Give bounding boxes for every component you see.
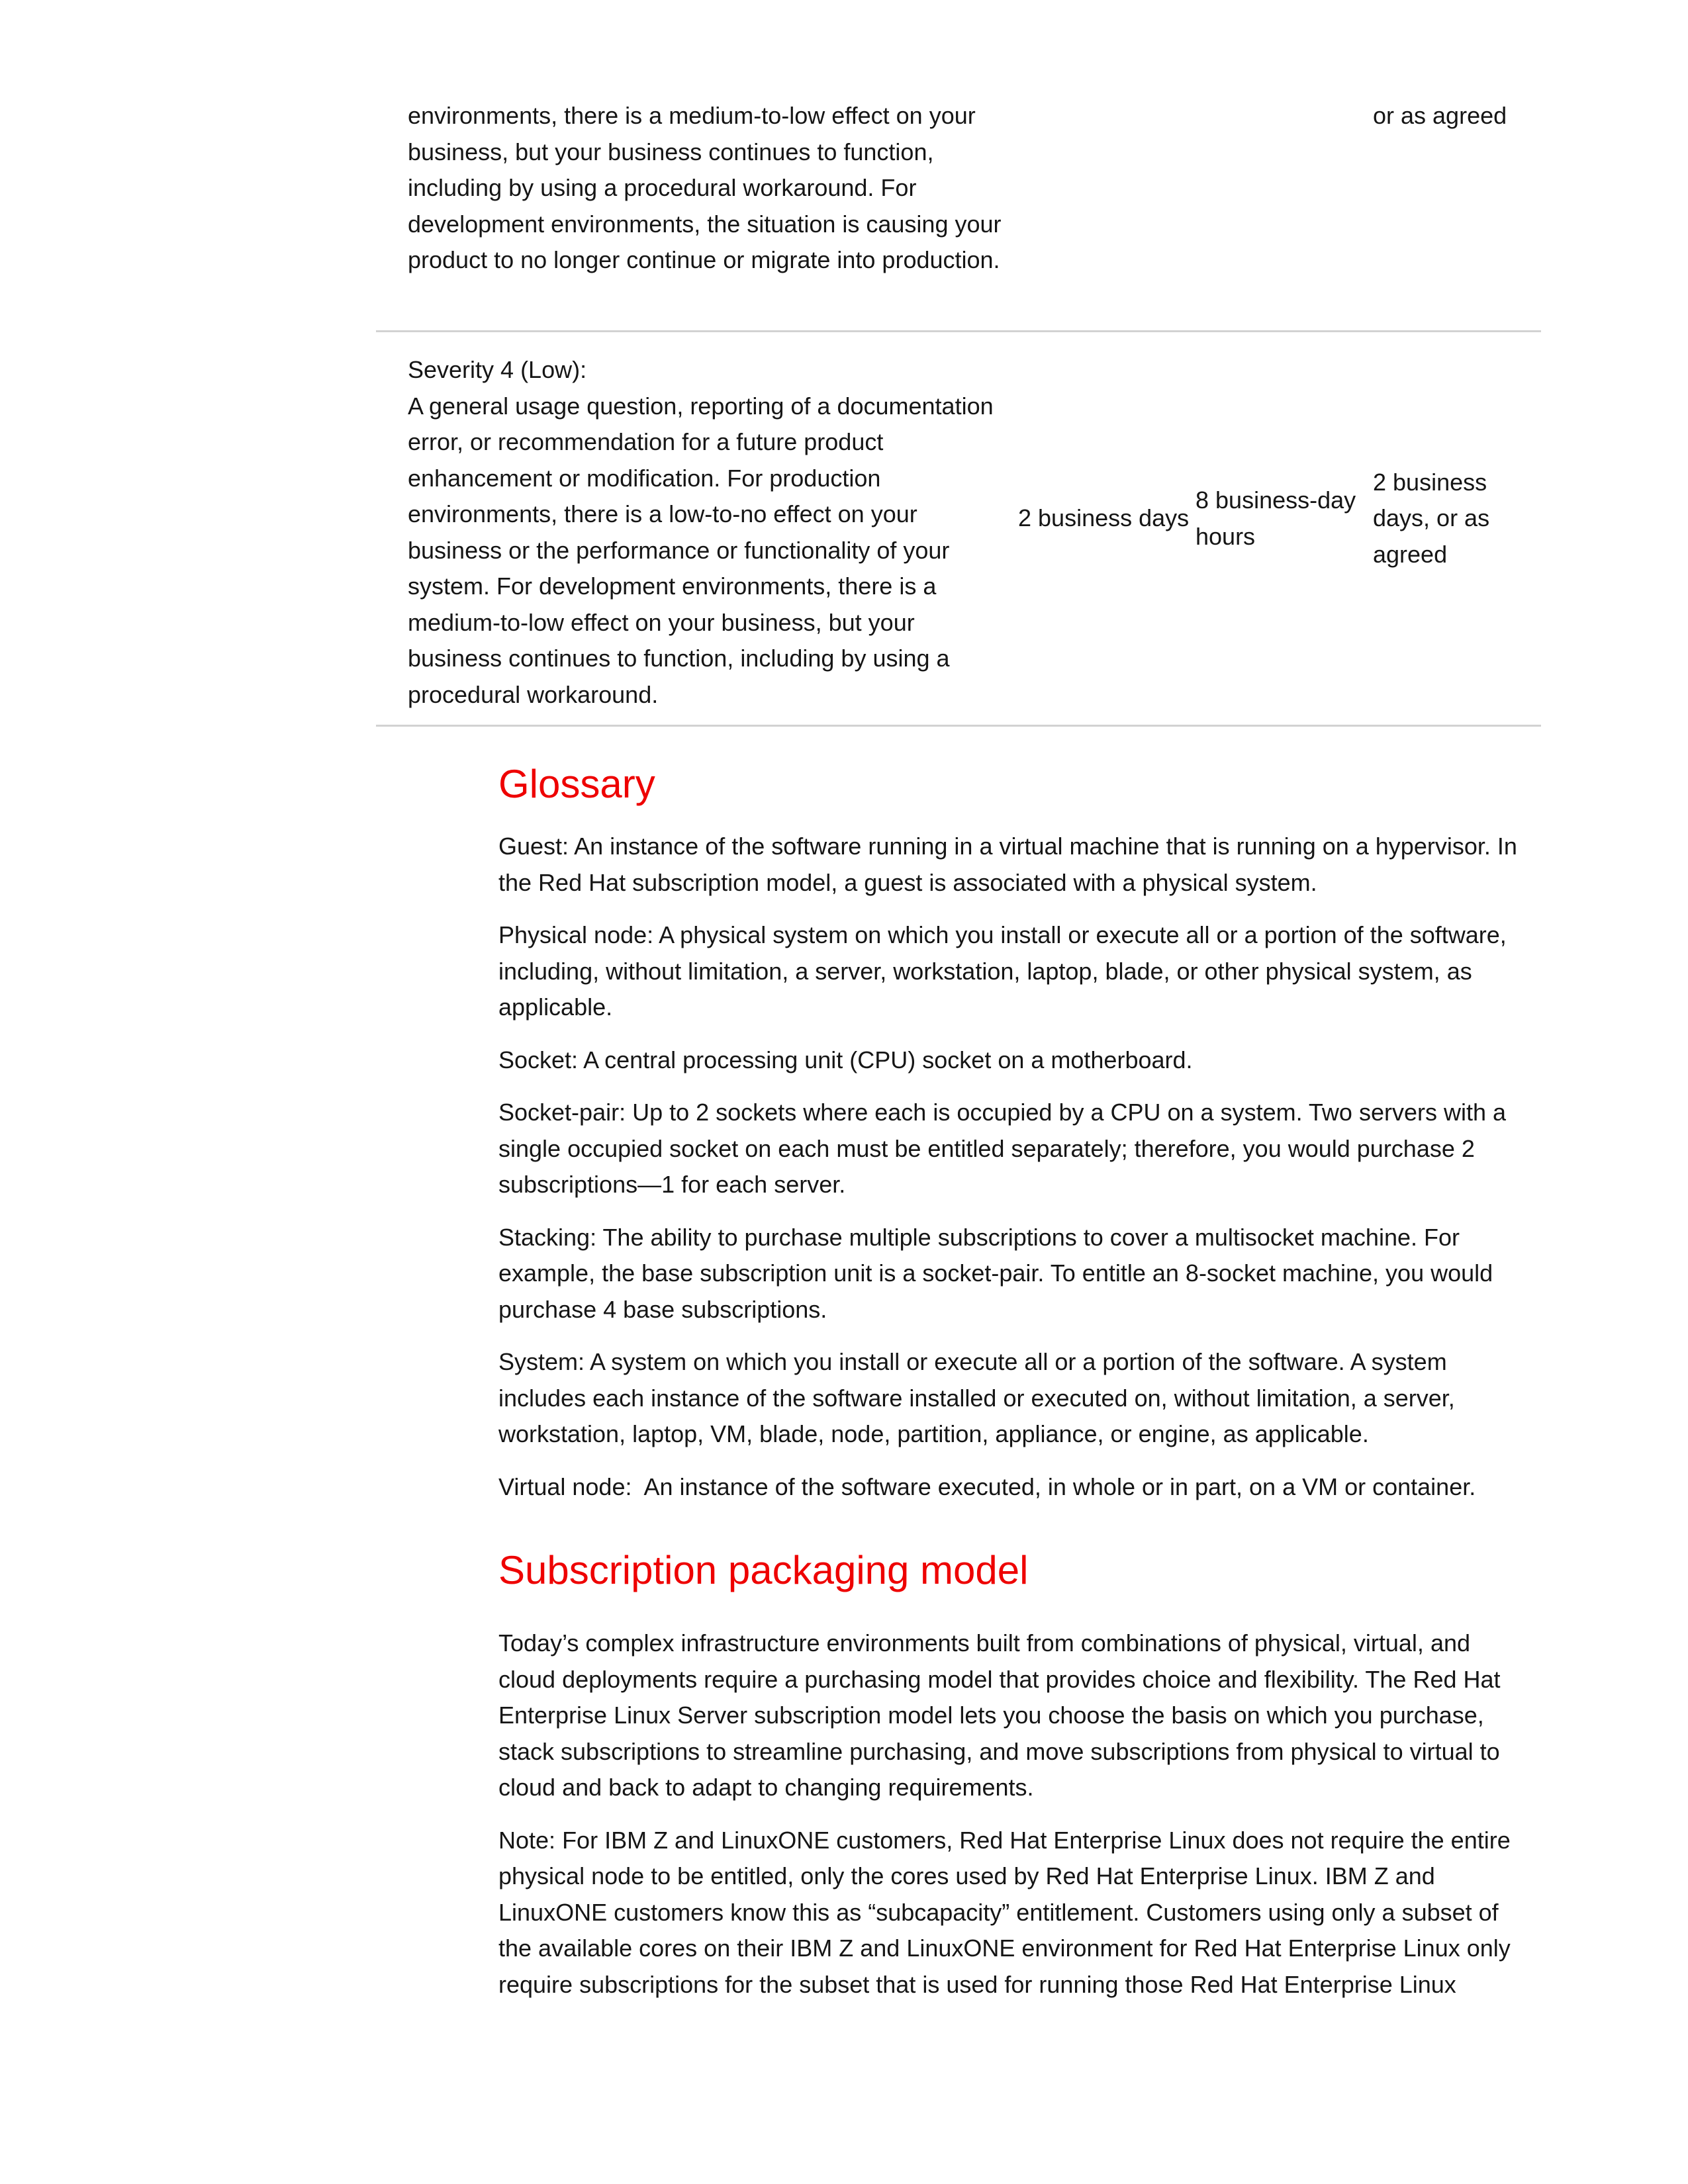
initial-response-cell [1018,332,1196,725]
subscription-paragraph: Today’s complex infrastructure environments built from combinations of physical, virtual, and cloud deployments require a purchasing model that provides choice and flexibility. The Red Hat Enterprise Linux Server subscription model lets you choose the basis on which you purchase, stack subscriptions to streamline purchasing, and move subscriptions from physical to virtual to cloud and back to adapt to changing requirements. [498,1629,1501,1801]
initial-response-cell [1018,0,1196,330]
glossary-definition: The ability to purchase multiple subscriptions to cover a multisocket machine. For example, the base subscription unit is a socket-pair. To entitle an 8-socket machine, you would purchase 4 base subscriptions. [498,1223,1493,1323]
glossary-entry [498,1042,1528,1079]
ongoing-updates-cell [1196,332,1373,725]
resolution-cell: or as agreed [1373,102,1507,129]
glossary-term: Socket: [498,1046,579,1073]
ongoing-updates-value: 8 business-day hours [1196,486,1356,550]
table-row [376,332,1541,727]
note-label: Note: [498,1826,556,1854]
glossary-definition: A central processing unit (CPU) socket on a motherboard. [583,1046,1193,1073]
resolution-cell [1373,332,1541,725]
severity-title: Severity 4 (Low): [408,356,587,383]
severity-description: environments, there is a medium-to-low effect on your business, but your business continues to function, including by using a procedural workaround. For development environments, the situation is causing your product to no longer continue or migrate into production. [408,102,1002,273]
glossary-term: Physical node: [498,921,654,948]
glossary-entry [498,829,1528,901]
subscription-heading: Subscription packaging model [498,1548,1029,1592]
note-text: For IBM Z and LinuxONE customers, Red Hat Enterprise Linux does not require the entire physical node to be entitled, only the cores used by Red Hat Enterprise Linux. IBM Z and LinuxONE customers know this as “subcapacity” entitlement. Customers using only a subset of the available cores on their IBM Z and LinuxONE environment for Red Hat Enterprise Linux only require subscriptions for the subset that is used for running those Red Hat Enterprise Linux [498,1826,1511,1998]
resolution-value: 2 business days, or as agreed [1373,468,1490,568]
ongoing-updates-cell [1196,0,1373,330]
glossary-entry [498,1095,1528,1203]
glossary-definition: An instance of the software running in a virtual machine that is running on a hypervisor. In the Red Hat subscription model, a guest is associated with a physical system. [498,833,1517,896]
glossary-entry [498,1469,1528,1506]
glossary-definition: Up to 2 sockets where each is occupied by a CPU on a system. Two servers with a single occupied socket on each must be entitled separately; therefore, you would purchase 2 subscriptions—1 for each server. [498,1099,1507,1198]
severity-cell [376,332,1018,725]
glossary-entry [498,917,1528,1026]
glossary-entry [498,1220,1528,1328]
glossary-definition: A physical system on which you install or execute all or a portion of the software, including, without limitation, a server, workstation, laptop, blade, or other physical system, as applicable. [498,921,1507,1021]
table-row [376,0,1541,332]
glossary-term: System: [498,1348,585,1375]
initial-response-value: 2 business days [1018,504,1190,532]
glossary-term: Guest: [498,833,569,860]
severity-description: A general usage question, reporting of a documentation error, or recommendation for a future product enhancement or modification. For production environments, there is a low-to-no effect on your business or the performance or functionality of your system. For development environments, there is a medium-to-low effect on your business, but your business continues to function, including by using a procedural workaround. [408,392,994,708]
subscription-section [498,1547,1528,2019]
glossary-section [498,761,1528,1522]
note-paragraph [498,1823,1528,2003]
glossary-term: Stacking: [498,1223,597,1251]
glossary-definition: An instance of the software executed, in whole or in part, on a VM or container. [643,1473,1476,1500]
glossary-entry [498,1344,1528,1453]
severity-table [376,0,1541,727]
glossary-term: Virtual node: [498,1473,632,1500]
glossary-term: Socket-pair: [498,1099,626,1126]
glossary-heading: Glossary [498,762,655,806]
glossary-definition: A system on which you install or execute all or a portion of the software. A system includes each instance of the software installed or executed on, without limitation, a server, workstation, laptop, VM, blade, node, partition, appliance, or engine, as applicable. [498,1348,1455,1447]
